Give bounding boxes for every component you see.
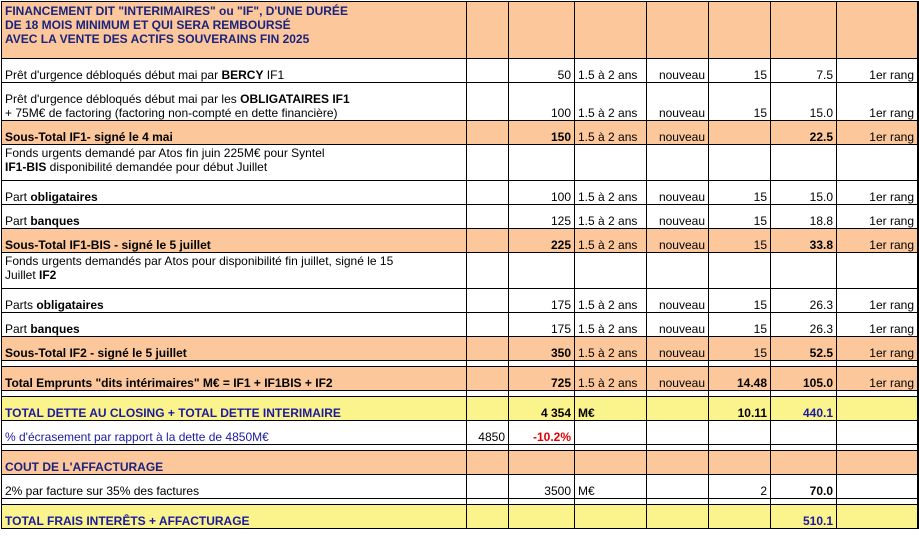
rate-cell: 15 bbox=[709, 83, 771, 121]
interest-cell: 510.1 bbox=[771, 505, 837, 529]
total-dette-row bbox=[2, 397, 919, 421]
row-label: Part banques bbox=[2, 205, 467, 229]
status-cell: nouveau bbox=[647, 181, 709, 205]
table-row bbox=[2, 289, 919, 313]
unit-cell: M€ bbox=[575, 475, 647, 499]
status-cell: nouveau bbox=[647, 313, 709, 337]
table-row bbox=[2, 181, 919, 205]
rate-cell: 15 bbox=[709, 289, 771, 313]
rate-cell: 10.11 bbox=[709, 397, 771, 421]
rank-cell: 1er rang bbox=[837, 337, 918, 361]
ecrasement-label: % d'écrasement par rapport à la dette de 4850M€ bbox=[2, 421, 467, 445]
interest-cell: 105.0 bbox=[771, 367, 837, 391]
amount-cell: 175 bbox=[509, 313, 575, 337]
row-label: Part obligataires bbox=[2, 181, 467, 205]
total-dette-label: TOTAL DETTE AU CLOSING + TOTAL DETTE INTERIMAIRE bbox=[2, 397, 467, 421]
status-cell: nouveau bbox=[647, 83, 709, 121]
status-cell: nouveau bbox=[647, 367, 709, 391]
interest-cell: 15.0 bbox=[771, 83, 837, 121]
interest-cell: 26.3 bbox=[771, 313, 837, 337]
amount-cell: 3500 bbox=[509, 475, 575, 499]
interest-cell: 440.1 bbox=[771, 397, 837, 421]
rank-cell: 1er rang bbox=[837, 313, 918, 337]
subtotal-label: Sous-Total IF2 - signé le 5 juillet bbox=[2, 337, 467, 361]
interest-cell: 15.0 bbox=[771, 181, 837, 205]
cout-affacturage-row bbox=[2, 451, 919, 475]
status-cell: nouveau bbox=[647, 121, 709, 145]
base-cell: 4850 bbox=[467, 421, 509, 445]
rank-cell: 1er rang bbox=[837, 181, 918, 205]
amount-cell: 725 bbox=[509, 367, 575, 391]
note-label: Fonds urgents demandé par Atos fin juin 225M€ pour Syntel IF1-BIS disponibilité demandée pour début Juillet bbox=[2, 145, 467, 181]
financing-table bbox=[1, 1, 919, 529]
duration-cell: 1.5 à 2 ans bbox=[575, 289, 647, 313]
subtotal-label: Sous-Total IF1- signé le 4 mai bbox=[2, 121, 467, 145]
status-cell: nouveau bbox=[647, 205, 709, 229]
factures-row bbox=[2, 475, 919, 499]
rate-cell: 15 bbox=[709, 337, 771, 361]
subtotal-row bbox=[2, 121, 919, 145]
table-row bbox=[2, 205, 919, 229]
interest-cell: 26.3 bbox=[771, 289, 837, 313]
amount-cell: 225 bbox=[509, 229, 575, 253]
interest-cell: 7.5 bbox=[771, 59, 837, 83]
amount-cell: 350 bbox=[509, 337, 575, 361]
rate-cell: 2 bbox=[709, 475, 771, 499]
status-cell: nouveau bbox=[647, 59, 709, 83]
cout-affacturage-label: COUT DE L'AFFACTURAGE bbox=[2, 451, 467, 475]
amount-cell: 50 bbox=[509, 59, 575, 83]
unit-cell: M€ bbox=[575, 397, 647, 421]
rank-cell: 1er rang bbox=[837, 229, 918, 253]
header-line-3: AVEC LA VENTE DES ACTIFS SOUVERAINS FIN 2025 bbox=[5, 32, 310, 46]
total-frais-row bbox=[2, 505, 919, 529]
rank-cell: 1er rang bbox=[837, 83, 918, 121]
header-line-2: DE 18 MOIS MINIMUM ET QUI SERA REMBOURSÉ bbox=[5, 18, 291, 32]
duration-cell: 1.5 à 2 ans bbox=[575, 337, 647, 361]
rate-cell: 15 bbox=[709, 59, 771, 83]
rank-cell: 1er rang bbox=[837, 121, 918, 145]
note-row bbox=[2, 253, 919, 289]
amount-cell: 4 354 bbox=[509, 397, 575, 421]
interest-cell: 52.5 bbox=[771, 337, 837, 361]
table-row bbox=[2, 313, 919, 337]
row-label: Parts obligataires bbox=[2, 289, 467, 313]
header-row bbox=[2, 2, 919, 59]
interest-cell: 18.8 bbox=[771, 205, 837, 229]
subtotal-label: Sous-Total IF1-BIS - signé le 5 juillet bbox=[2, 229, 467, 253]
header-line-1: FINANCEMENT DIT "INTERIMAIRES" ou "IF", D'UNE DURÉE bbox=[5, 4, 348, 18]
rate-cell: 15 bbox=[709, 229, 771, 253]
interest-cell: 22.5 bbox=[771, 121, 837, 145]
total-emprunts-row bbox=[2, 367, 919, 391]
ecrasement-row bbox=[2, 421, 919, 445]
status-cell: nouveau bbox=[647, 337, 709, 361]
table-row bbox=[2, 59, 919, 83]
row-label: Prêt d'urgence débloqués début mai par les OBLIGATAIRES IF1 + 75M€ de factoring (factoring non-compté en dette financière) bbox=[2, 83, 467, 121]
rate-cell: 15 bbox=[709, 313, 771, 337]
total-frais-label: TOTAL FRAIS INTERÊTS + AFFACTURAGE bbox=[2, 505, 467, 529]
row-label: Prêt d'urgence débloqués début mai par BERCY IF1 bbox=[2, 59, 467, 83]
duration-cell: 1.5 à 2 ans bbox=[575, 181, 647, 205]
interest-cell: 70.0 bbox=[771, 475, 837, 499]
interest-cell: 33.8 bbox=[771, 229, 837, 253]
table-row bbox=[2, 83, 919, 121]
amount-cell: 175 bbox=[509, 289, 575, 313]
subtotal-row bbox=[2, 337, 919, 361]
factures-label: 2% par facture sur 35% des factures bbox=[2, 475, 467, 499]
row-label: Part banques bbox=[2, 313, 467, 337]
duration-cell: 1.5 à 2 ans bbox=[575, 205, 647, 229]
note-row bbox=[2, 145, 919, 181]
rank-cell: 1er rang bbox=[837, 289, 918, 313]
subtotal-row bbox=[2, 229, 919, 253]
duration-cell: 1.5 à 2 ans bbox=[575, 83, 647, 121]
duration-cell: 1.5 à 2 ans bbox=[575, 59, 647, 83]
status-cell: nouveau bbox=[647, 289, 709, 313]
duration-cell: 1.5 à 2 ans bbox=[575, 229, 647, 253]
duration-cell: 1.5 à 2 ans bbox=[575, 313, 647, 337]
header-title bbox=[2, 2, 467, 59]
amount-cell: 100 bbox=[509, 83, 575, 121]
pct-cell: -10.2% bbox=[509, 421, 575, 445]
rank-cell: 1er rang bbox=[837, 205, 918, 229]
amount-cell: 150 bbox=[509, 121, 575, 145]
rate-cell: 15 bbox=[709, 181, 771, 205]
rate-cell: 15 bbox=[709, 205, 771, 229]
total-emprunts-label: Total Emprunts "dits intérimaires" M€ = IF1 + IF1BIS + IF2 bbox=[2, 367, 467, 391]
duration-cell: 1.5 à 2 ans bbox=[575, 367, 647, 391]
rank-cell: 1er rang bbox=[837, 367, 918, 391]
note-label: Fonds urgents demandés par Atos pour disponibilité fin juillet, signé le 15 Juillet IF2 bbox=[2, 253, 467, 289]
rate-cell: 14.48 bbox=[709, 367, 771, 391]
amount-cell: 100 bbox=[509, 181, 575, 205]
status-cell: nouveau bbox=[647, 229, 709, 253]
duration-cell: 1.5 à 2 ans bbox=[575, 121, 647, 145]
amount-cell: 125 bbox=[509, 205, 575, 229]
rank-cell: 1er rang bbox=[837, 59, 918, 83]
